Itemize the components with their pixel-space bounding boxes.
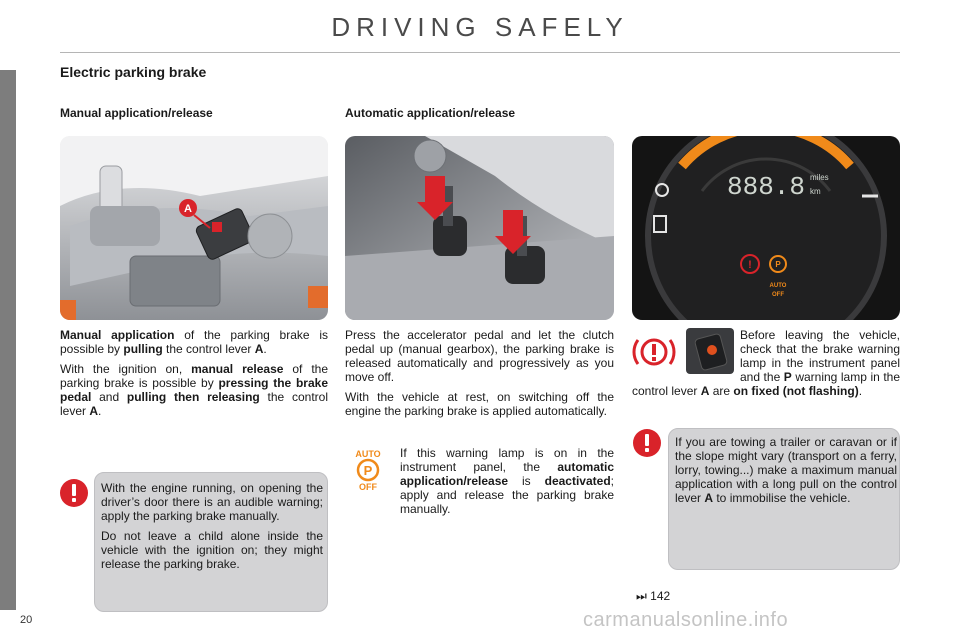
page-reference-icon: ⏭ — [636, 589, 647, 603]
pedals-photo — [345, 136, 614, 320]
svg-text:OFF: OFF — [359, 482, 377, 492]
section-title: Electric parking brake — [60, 64, 207, 80]
header-divider — [60, 52, 900, 53]
svg-text:!: ! — [748, 259, 752, 271]
lever-marker-label: A — [184, 203, 192, 215]
callout-left — [94, 472, 328, 612]
auto-heading: Automatic application/release — [345, 106, 516, 120]
auto-paragraph-1: Press the accelerator pedal and let the clutch pedal up (manual gearbox), the parking brake is released automatically and progressively as you move off. — [345, 328, 614, 384]
manual-paragraph-1: Manual application of the parking brake is possible by pulling the control lever A. — [60, 328, 329, 356]
callout-left-paragraph-1: With the engine running, on opening the driver’s door there is an audible warning; apply the parking brake manually. — [101, 481, 323, 523]
exclamation-icon — [59, 478, 89, 508]
page-reference-link[interactable] — [636, 589, 670, 604]
page-number: 20 — [20, 614, 33, 626]
auto-paragraph-2: With the vehicle at rest, on switching off the engine the parking brake is applied automatically. — [345, 390, 614, 418]
warning-lamp-note: If this warning lamp is on in the instrument panel, the automatic application/release is deactivated; apply and release the parking brake manually. — [400, 446, 614, 516]
cluster-p-label: P — [775, 260, 781, 269]
lever-photo — [60, 136, 328, 320]
manual-text-block — [60, 328, 328, 424]
auto-text-block — [345, 328, 614, 424]
pedals-illustration — [345, 136, 614, 320]
cluster-photo — [632, 136, 900, 320]
watermark-text: carmanualsonline.info — [583, 609, 789, 631]
cluster-illustration — [632, 136, 900, 320]
svg-text:AUTO: AUTO — [355, 449, 381, 459]
cluster-off-label: OFF — [772, 292, 784, 298]
lever-illustration — [60, 136, 328, 320]
svg-text:P: P — [363, 463, 373, 478]
manual-heading: Manual application/release — [60, 106, 213, 120]
cluster-auto-label: AUTO — [769, 283, 787, 289]
odometer-unit-km: km — [810, 187, 821, 196]
page-title: DRIVING SAFELY — [331, 12, 629, 42]
odometer-unit-miles: miles — [810, 173, 829, 182]
right-text-block: Before leaving the vehicle, check that the brake warning lamp in the instrument panel and the P warning lamp in the control lever A are on fixed (not flashing). — [632, 328, 900, 398]
auto-p-off-icon — [348, 448, 388, 492]
callout-left-paragraph-2: Do not leave a child alone inside the vehicle with the ignition on; they might release the parking brake. — [101, 529, 323, 571]
odometer-readout: 888.8 — [726, 172, 806, 202]
exclamation-icon — [632, 428, 662, 458]
page-reference-number: 142 — [650, 589, 671, 603]
manual-paragraph-2: With the ignition on, manual release of the parking brake is possible by pressing the brake pedal and pulling then releasing the control lever A. — [60, 362, 329, 418]
callout-right: If you are towing a trailer or caravan or if the slope might vary (transport on a ferry, lorry, towing...) make a maximum manual application with a long pull on the control lever A to immobilise the vehicle. — [668, 428, 900, 570]
side-tab-bar — [0, 70, 16, 610]
